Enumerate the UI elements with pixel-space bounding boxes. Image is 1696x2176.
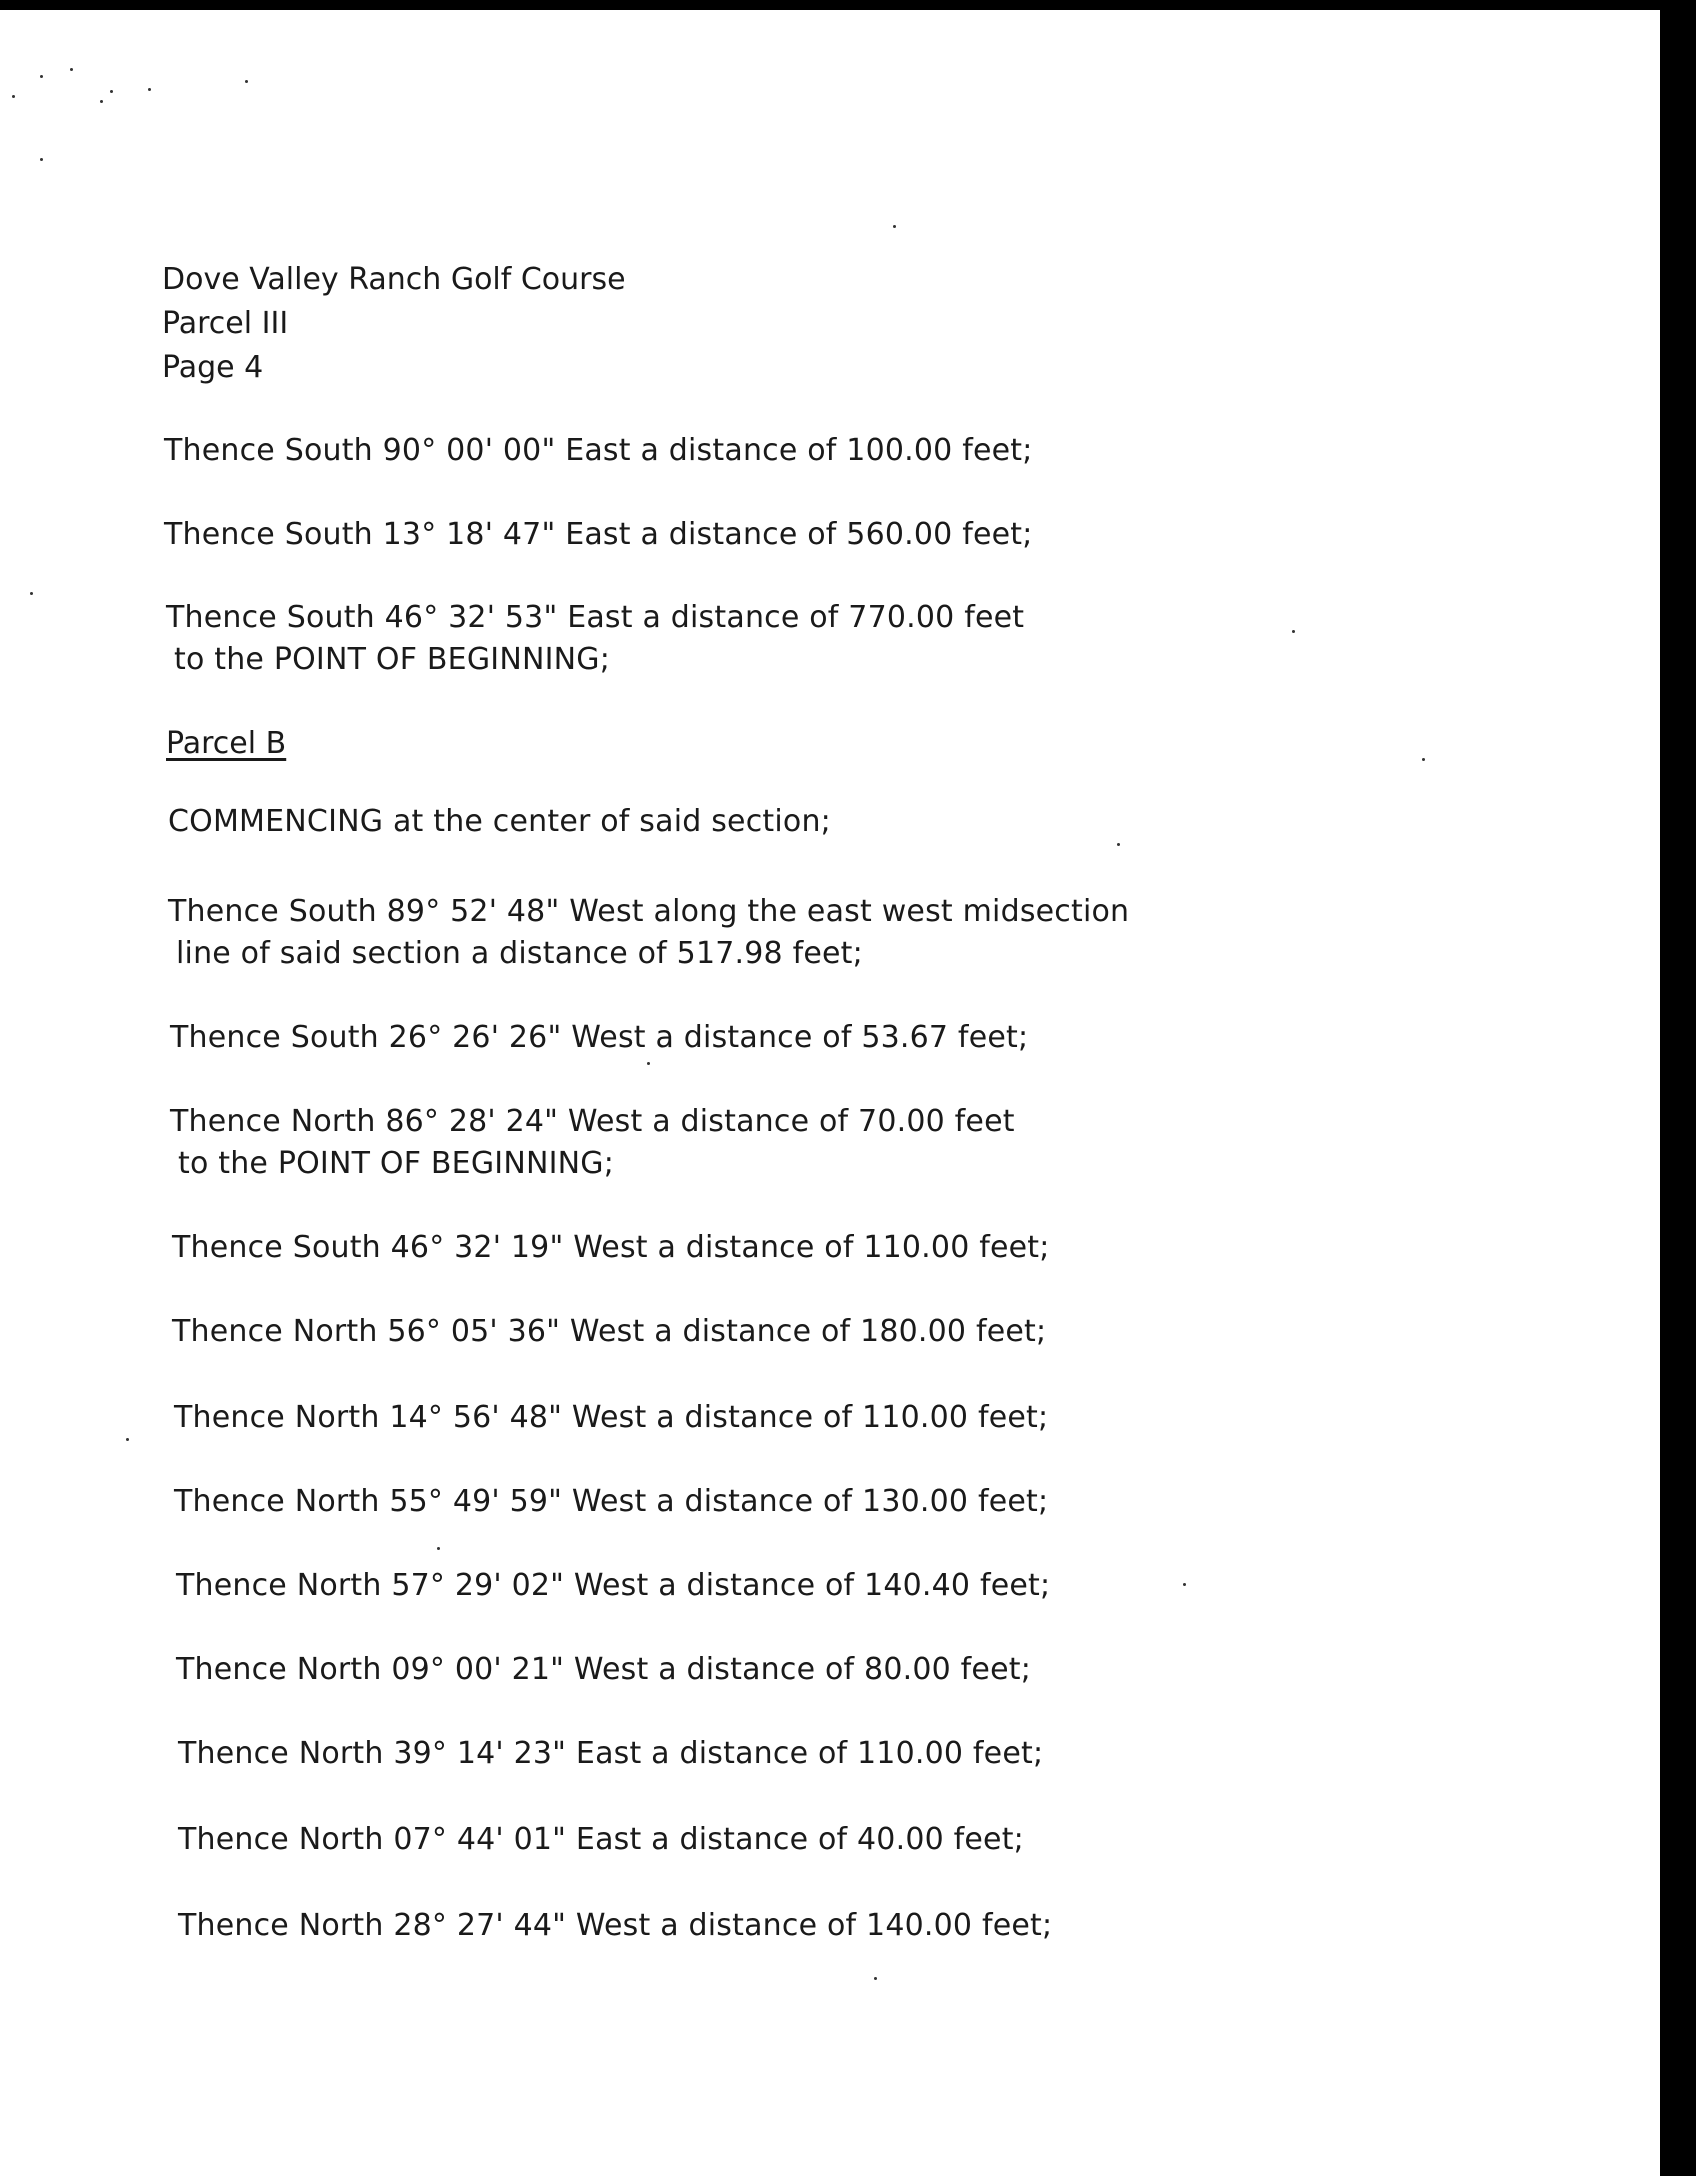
scan-speck — [1422, 758, 1425, 761]
course-call-continuation: line of said section a distance of 517.98 feet; — [176, 936, 863, 971]
parcel-b-title: Parcel B — [166, 726, 287, 761]
scan-speck — [148, 88, 151, 91]
course-call: Thence North 28° 27' 44" West a distance of 140.00 feet; — [178, 1908, 1053, 1943]
scan-speck — [874, 1977, 877, 1980]
scan-speck — [30, 592, 33, 595]
course-call: Thence South 46° 32' 19" West a distance of 110.00 feet; — [172, 1230, 1050, 1265]
scan-speck — [893, 225, 896, 228]
project-title: Dove Valley Ranch Golf Course — [162, 262, 626, 297]
course-call-continuation: to the POINT OF BEGINNING; — [174, 642, 611, 677]
course-call: Thence North 14° 56' 48" West a distance of 110.00 feet; — [174, 1400, 1049, 1435]
commencing-statement: COMMENCING at the center of said section; — [168, 804, 831, 839]
scan-edge-right — [1660, 0, 1696, 2176]
course-call: Thence South 90° 00' 00" East a distance of 100.00 feet; — [164, 433, 1033, 468]
scan-speck — [1183, 1583, 1186, 1586]
course-call: Thence North 57° 29' 02" West a distance of 140.40 feet; — [176, 1568, 1051, 1603]
scan-speck — [245, 80, 248, 83]
course-call: Thence South 46° 32' 53" East a distance of 770.00 feet — [166, 600, 1025, 635]
course-call: Thence North 09° 00' 21" West a distance of 80.00 feet; — [176, 1652, 1031, 1687]
course-call: Thence North 55° 49' 59" West a distance of 130.00 feet; — [174, 1484, 1049, 1519]
parcel-number: Parcel III — [162, 306, 289, 341]
scan-speck — [12, 95, 15, 98]
course-call: Thence North 07° 44' 01" East a distance of 40.00 feet; — [178, 1822, 1024, 1857]
scan-speck — [40, 75, 43, 78]
course-call: Thence North 56° 05' 36" West a distance of 180.00 feet; — [172, 1314, 1047, 1349]
scan-edge-top — [0, 0, 1696, 10]
scan-speck — [1117, 843, 1120, 846]
scan-speck — [40, 158, 43, 161]
course-call: Thence North 39° 14' 23" East a distance of 110.00 feet; — [178, 1736, 1044, 1771]
course-call: Thence South 26° 26' 26" West a distance of 53.67 feet; — [170, 1020, 1029, 1055]
course-call-continuation: to the POINT OF BEGINNING; — [178, 1146, 615, 1181]
course-call: Thence North 86° 28' 24" West a distance of 70.00 feet — [170, 1104, 1015, 1139]
scan-speck — [70, 68, 73, 71]
scan-speck — [126, 1438, 129, 1441]
course-call: Thence South 13° 18' 47" East a distance of 560.00 feet; — [164, 517, 1033, 552]
scan-speck — [110, 90, 113, 93]
page-number: Page 4 — [162, 350, 264, 385]
scan-speck — [1292, 630, 1295, 633]
scan-speck — [647, 1062, 650, 1065]
course-call: Thence South 89° 52' 48" West along the east west midsection — [168, 894, 1130, 929]
scan-speck — [437, 1547, 440, 1550]
scan-speck — [100, 100, 103, 103]
